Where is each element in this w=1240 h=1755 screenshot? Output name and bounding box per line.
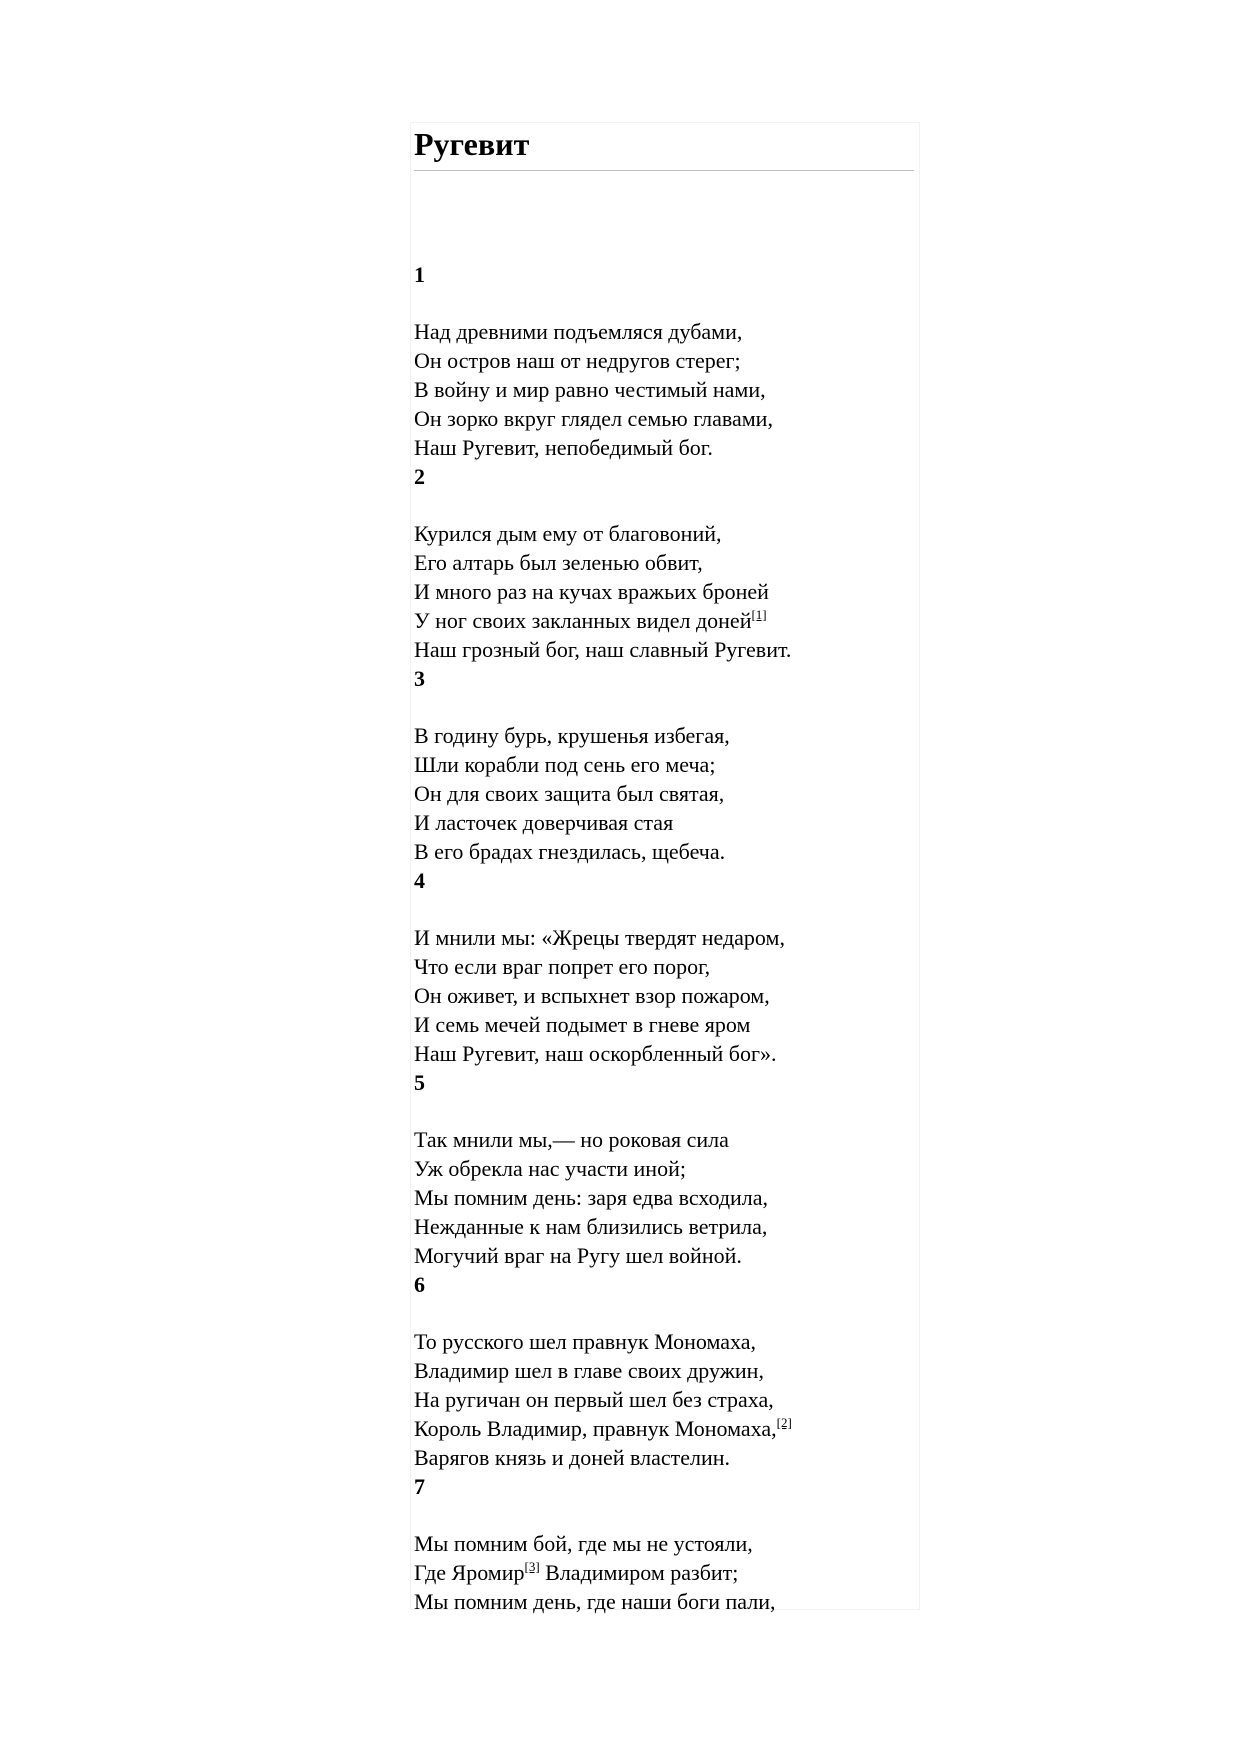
- stanza-number: 7: [414, 1474, 425, 1499]
- verse-line: В годину бурь, крушенья избегая,: [414, 723, 730, 748]
- verse-line: [414, 606, 914, 635]
- verse-line: Шли корабли под сень его меча;: [414, 752, 716, 777]
- stanza-7: [414, 1472, 914, 1616]
- stanza-number: 2: [414, 464, 425, 489]
- verse-line: Так мнили мы,— но роковая сила: [414, 1127, 729, 1152]
- verse-line: Могучий враг на Ругу шел войной.: [414, 1243, 742, 1268]
- footnote-link-2[interactable]: [2]: [776, 1415, 792, 1430]
- verse-line: Наш грозный бог, наш славный Ругевит.: [414, 637, 792, 662]
- verse-line: Он зорко вкруг глядел семью главами,: [414, 406, 773, 431]
- footnote-link-3[interactable]: [3]: [524, 1559, 540, 1574]
- verse-line: Владимир шел в главе своих дружин,: [414, 1358, 764, 1383]
- verse-line: [414, 1414, 914, 1443]
- verse-line: Курился дым ему от благовоний,: [414, 521, 722, 546]
- verse-line: И много раз на кучах вражьих броней: [414, 579, 769, 604]
- verse-line: Над древними подъемляся дубами,: [414, 319, 743, 344]
- verse-line-tail: Владимиром разбит;: [539, 1560, 739, 1585]
- stanza-number: 3: [414, 666, 425, 691]
- verse-line: Варягов князь и доней властелин.: [414, 1445, 731, 1470]
- stanza-gap: [414, 1501, 914, 1529]
- verse-line: Мы помним день: заря едва всходила,: [414, 1185, 769, 1210]
- verse-line-text: У ног своих закланных видел доней: [414, 608, 752, 633]
- stanza-gap: [414, 1097, 914, 1125]
- verse-line: Он остров наш от недругов стерег;: [414, 348, 741, 373]
- verse-line: На ругичан он первый шел без страха,: [414, 1387, 774, 1412]
- verse-line: В его брадах гнездилась, щебеча.: [414, 839, 726, 864]
- stanza-gap: [414, 895, 914, 923]
- verse-line: Он для своих защита был святая,: [414, 781, 725, 806]
- stanza-6: [414, 1270, 914, 1472]
- verse-line: Наш Ругевит, наш оскорбленный бог».: [414, 1041, 777, 1066]
- verse-line: Уж обрекла нас участи иной;: [414, 1156, 686, 1181]
- verse-line: В войну и мир равно честимый нами,: [414, 377, 766, 402]
- verse-line: Он оживет, и вспыхнет взор пожаром,: [414, 983, 770, 1008]
- stanza-gap: [414, 693, 914, 721]
- verse-line: И ласточек доверчивая стая: [414, 810, 674, 835]
- stanza-number: 1: [414, 262, 425, 287]
- stanza-number: 4: [414, 868, 425, 893]
- verse-line: Что если враг попрет его порог,: [414, 954, 711, 979]
- verse-line: Наш Ругевит, непобедимый бог.: [414, 435, 713, 460]
- stanza-4: [414, 866, 914, 1068]
- stanza-5: [414, 1068, 914, 1270]
- stanza-gap: [414, 289, 914, 317]
- stanza-number: 6: [414, 1272, 425, 1297]
- stanza-gap: [414, 1299, 914, 1327]
- stanza-number: 5: [414, 1070, 425, 1095]
- verse-line-text: Где Яромир: [414, 1560, 525, 1585]
- stanza-gap: [414, 491, 914, 519]
- verse-line: Мы помним бой, где мы не устояли,: [414, 1531, 753, 1556]
- verse-line: Мы помним день, где наши боги пали,: [414, 1589, 776, 1614]
- verse-line: И семь мечей подымет в гневе яром: [414, 1012, 751, 1037]
- title-spacer: [414, 171, 914, 260]
- verse-line: [414, 1558, 914, 1587]
- verse-line: То русского шел правнук Мономаха,: [414, 1329, 757, 1354]
- stanza-3: [414, 664, 914, 866]
- verse-line: Нежданные к нам близились ветрила,: [414, 1214, 768, 1239]
- verse-line: И мнили мы: «Жрецы твердят недаром,: [414, 925, 785, 950]
- document-title: Ругевит: [414, 122, 914, 171]
- stanza-1: [414, 260, 914, 462]
- document-content: [414, 122, 914, 1616]
- verse-line-text: Король Владимир, правнук Мономаха,: [414, 1416, 777, 1441]
- verse-line: Его алтарь был зеленью обвит,: [414, 550, 703, 575]
- stanza-2: [414, 462, 914, 664]
- footnote-link-1[interactable]: [1]: [751, 607, 767, 622]
